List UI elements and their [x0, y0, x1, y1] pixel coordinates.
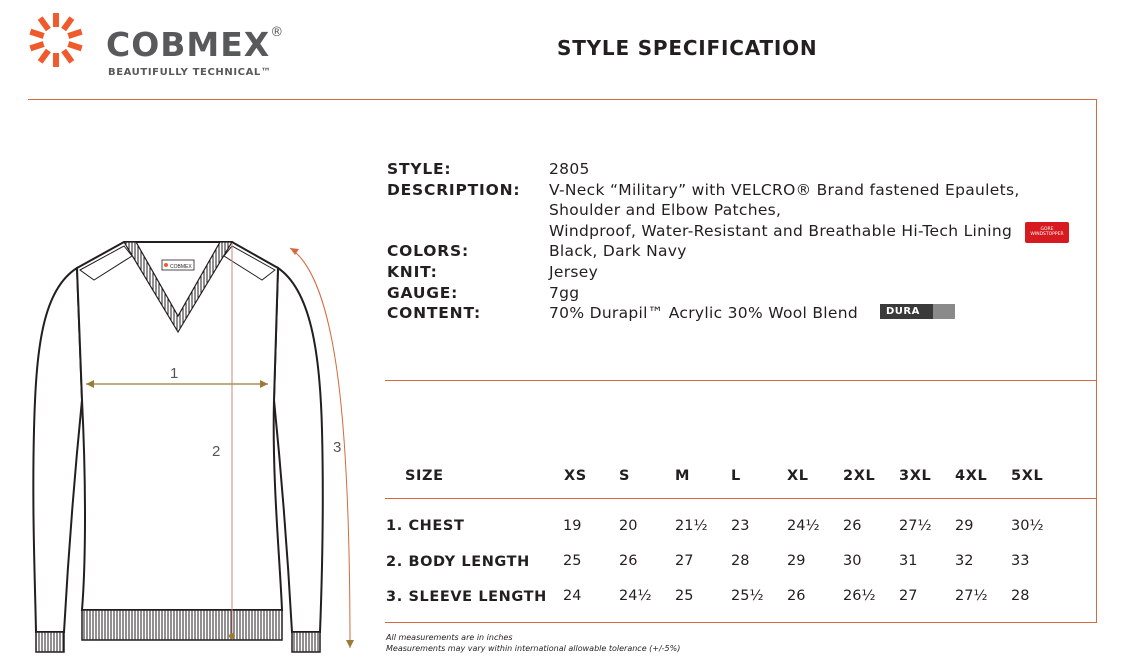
spec-key: CONTENT: [387, 304, 481, 323]
page-title: STYLE SPECIFICATION [557, 36, 818, 60]
size-column-header: XL [787, 468, 809, 484]
table-cell: 26½ [843, 588, 876, 604]
table-cell: 27½ [899, 518, 932, 534]
table-cell: 31 [899, 553, 918, 569]
v-neck-sweater-drawing [20, 230, 365, 655]
size-header-label: SIZE [405, 468, 444, 484]
right-border [1096, 99, 1097, 623]
neck-tag-label: COBMEX [170, 264, 192, 270]
table-cell: 27 [899, 588, 918, 604]
table-cell: 29 [787, 553, 806, 569]
spec-value: 7gg [549, 283, 580, 302]
table-cell: 33 [1011, 553, 1030, 569]
table-cell: 29 [955, 518, 974, 534]
size-column-header: M [675, 468, 691, 484]
table-cell: 23 [731, 518, 750, 534]
table-cell: 21½ [675, 518, 708, 534]
sweater-illustration [20, 230, 365, 655]
size-column-header: 5XL [1011, 468, 1044, 484]
durapil-badge-label: DURA [886, 306, 920, 317]
cobmex-logo [26, 10, 306, 80]
table-cell: 26 [787, 588, 806, 604]
size-column-header: S [619, 468, 631, 484]
table-cell: 25 [675, 588, 694, 604]
size-column-header: 2XL [843, 468, 876, 484]
measure-1-label: 1 [170, 365, 179, 382]
spec-value: 70% Durapil™ Acrylic 30% Wool Blend [549, 304, 858, 323]
table-cell: 25½ [731, 588, 764, 604]
table-cell: 19 [563, 518, 582, 534]
spec-value: Shoulder and Elbow Patches, [549, 201, 782, 220]
size-column-header: 4XL [955, 468, 988, 484]
windstopper-badge-icon [1025, 222, 1069, 243]
size-column-header: 3XL [899, 468, 932, 484]
row-label-body-length: 2. BODY LENGTH [386, 554, 530, 570]
section-divider [385, 380, 1097, 381]
sunburst-logo-icon [26, 10, 94, 78]
table-cell: 32 [955, 553, 974, 569]
spec-value: Windproof, Water-Resistant and Breathable Hi-Tech Lining [549, 221, 1013, 240]
bottom-divider [385, 622, 1097, 623]
registered-mark: ® [270, 25, 285, 40]
size-column-header: L [731, 468, 741, 484]
size-column-header: XS [564, 468, 587, 484]
spec-key: STYLE: [387, 160, 452, 178]
spec-value: 2805 [549, 160, 590, 178]
table-cell: 24 [563, 588, 582, 604]
spec-key: COLORS: [387, 242, 469, 261]
row-label-chest: 1. CHEST [386, 518, 465, 534]
table-header-divider [385, 498, 1097, 499]
table-cell: 28 [731, 553, 750, 569]
table-cell: 24½ [787, 518, 820, 534]
table-cell: 24½ [619, 588, 652, 604]
spec-value: Jersey [549, 262, 599, 281]
table-cell: 26 [843, 518, 862, 534]
table-cell: 28 [1011, 588, 1030, 604]
table-cell: 27 [675, 553, 694, 569]
spec-key: KNIT: [387, 262, 438, 281]
measure-2-label: 2 [212, 443, 221, 460]
spec-value: V-Neck “Military” with VELCRO® Brand fastened Epaulets, [549, 180, 1020, 199]
footnote-line-units: All measurements are in inches [386, 633, 513, 642]
table-cell: 27½ [955, 588, 988, 604]
brand-tagline: BEAUTIFULLY TECHNICAL™ [108, 67, 272, 78]
table-cell: 30 [843, 553, 862, 569]
spec-value: Black, Dark Navy [549, 242, 687, 261]
spec-key: GAUGE: [387, 283, 459, 302]
measurement-footnote [386, 632, 680, 654]
table-cell: 25 [563, 553, 582, 569]
windstopper-badge-label: GORE WINDSTOPPER [1030, 227, 1064, 237]
brand-name: COBMEX® [106, 25, 285, 64]
table-cell: 26 [619, 553, 638, 569]
durapil-badge-icon [880, 304, 955, 319]
table-cell: 30½ [1011, 518, 1044, 534]
top-divider [28, 99, 1097, 100]
spec-key: DESCRIPTION: [387, 180, 521, 199]
measure-3-label: 3 [333, 439, 342, 456]
table-cell: 20 [619, 518, 638, 534]
footnote-line-tolerance: Measurements may vary within international allowable tolerance (+/-5%) [386, 644, 681, 653]
row-label-sleeve-length: 3. SLEEVE LENGTH [386, 589, 547, 605]
